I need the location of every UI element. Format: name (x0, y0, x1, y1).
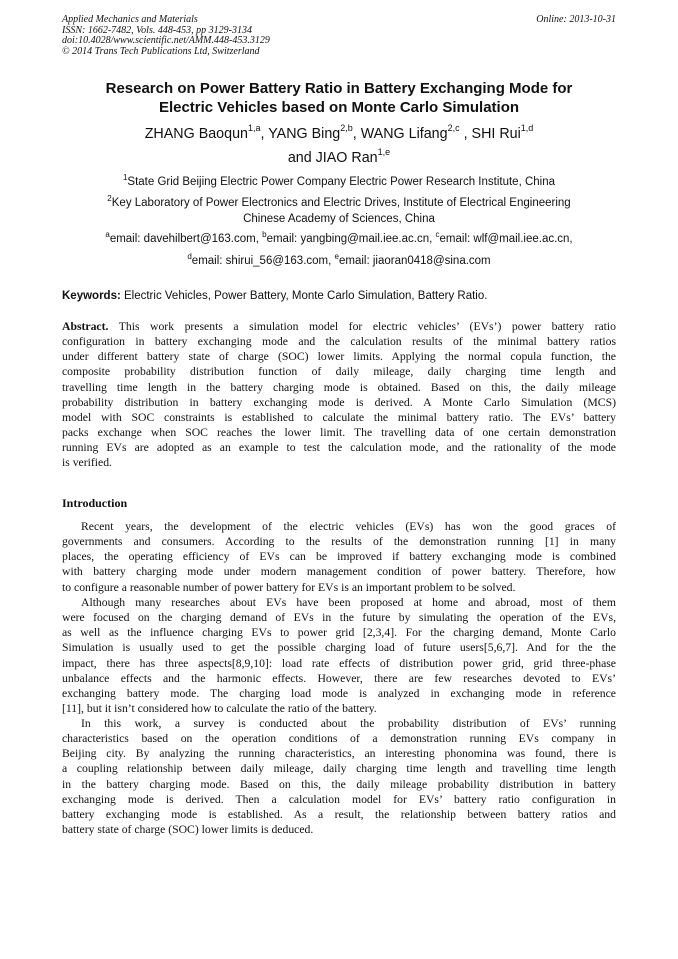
text-line: a coupling relationship between daily mileage, daily charging time length and travelling time length (62, 762, 616, 776)
text-line: in the battery charging mode. Based on this, the daily mileage probability distribution in battery (62, 777, 616, 791)
intro-paragraph-2 (62, 595, 616, 716)
text-line: with battery charging mode under modern management condition of power battery. Therefore, how (62, 565, 616, 579)
author-name: ZHANG Baoqun (144, 126, 248, 142)
affiliation-2 (62, 195, 616, 227)
text-line: impact, there has three aspects[8,9,10]: load rate effects of distribution power grid, grid three-phase (62, 656, 616, 670)
email-sup: d (187, 252, 192, 262)
text-line: In this work, a survey is conducted about the probability distribution of EVs’ running (81, 717, 616, 730)
journal-header (62, 15, 616, 57)
copyright-line: © 2014 Trans Tech Publications Ltd, Switzerland (62, 45, 260, 57)
email-b: email: yangbing@mail.iee.ac.cn, (266, 233, 436, 245)
abstract-line: This work presents a simulation model for electric vehicles’ (EVs’) power battery ratio (108, 320, 616, 333)
affiliation-text: State Grid Beijing Electric Power Company Electric Power Research Institute, China (127, 176, 556, 188)
intro-paragraph-1 (62, 519, 616, 595)
abstract-line: under different battery state of charge (SOC) lower limits. Applying the normal copula function, the (62, 350, 616, 364)
text-line: battery state of charge (SOC) lower limits is deduced. (62, 823, 314, 837)
author-row-1 (62, 122, 616, 146)
author-name: WANG Lifang (360, 126, 448, 142)
abstract-line: configuration in battery exchanging mode and the calculation results of the minimal battery ratios (62, 335, 616, 349)
author-name: and JIAO Ran (287, 150, 378, 166)
email-e: email: jiaoran0418@sina.com (338, 255, 491, 267)
author-sup: 2,b (340, 123, 353, 134)
author-name: YANG Bing (268, 126, 341, 142)
text-line: Beijing city. By analyzing the running characteristics, an interesting phonomina was found, there is (62, 747, 616, 761)
text-line: characteristics based on the operation conditions of a demonstration running EVs company in (62, 732, 616, 746)
email-sup: e (334, 252, 339, 262)
abstract (62, 319, 616, 471)
abstract-line: is verified. (62, 456, 112, 470)
affiliation-text-line-2: Chinese Academy of Sciences, China (243, 213, 435, 225)
abstract-label: Abstract. (62, 320, 109, 333)
affiliation-text: Key Laboratory of Power Electronics and Electric Drives, Institute of Electrical Engineering (111, 197, 571, 209)
author-sup: 1,d (520, 123, 534, 134)
affiliation-sup: 2 (107, 194, 112, 204)
text-line: as well as the influence charging EVs to power grid [2,3,4]. For the charging demand, Monte Carlo (62, 626, 616, 640)
text-line: to configure a reasonable number of power battery for EVs is an important problem to be solved. (62, 580, 516, 594)
email-list (62, 231, 616, 269)
keywords-text: Electric Vehicles, Power Battery, Monte Carlo Simulation, Battery Ratio. (120, 290, 488, 302)
text-line: exchanging mode is derived. Then a calculation model for EVs’ battery ratio configuration in (62, 792, 616, 806)
text-line: unbalance effects and the harmonic effects. However, there are few researches devoted to EVs’ (62, 671, 616, 685)
author-separator: , (260, 126, 269, 142)
author-sup: 2,c (447, 123, 460, 134)
email-sup: b (262, 230, 267, 240)
doi-line: doi:10.4028/www.scientific.net/AMM.448-453.3129 (62, 35, 270, 47)
email-d: email: shirui_56@163.com, (191, 255, 335, 267)
abstract-line: probability distribution in battery exchanging mode is derived. A Monte Carlo Simulation (MCS) (62, 395, 616, 409)
issn-line: ISSN: 1662-7482, Vols. 448-453, pp 3129-3134 (62, 24, 252, 36)
abstract-line: packs exchange when SOC reaches the lower limit. The travelling data of one certain demonstration (62, 426, 616, 440)
abstract-line: running EVs are adopted as an example to test the calculation mode, and the rationality of the mode (62, 441, 616, 455)
text-line: battery exchanging mode is established. As a result, the relationship between battery ratios and (62, 807, 616, 821)
text-line: governments and consumers. According to the results of the demonstration running [1] in many (62, 535, 616, 549)
text-line: were focused on the charging demand of EVs in the future by simulating the operation of the EVs, (62, 611, 616, 625)
email-sup: c (435, 230, 440, 240)
journal-name: Applied Mechanics and Materials (62, 14, 198, 25)
title-line-1: Research on Power Battery Ratio in Battery Exchanging Mode for (105, 80, 573, 97)
email-c: email: wlf@mail.iee.ac.cn, (439, 233, 573, 245)
abstract-line: composite probability distribution function of daily mileage, daily charging time length and (62, 365, 616, 379)
section-heading-introduction: Introduction (62, 496, 128, 510)
paper-title (62, 79, 616, 117)
intro-paragraph-3 (62, 716, 616, 837)
affiliation-1 (62, 174, 616, 190)
author-list (62, 122, 616, 170)
keywords (62, 288, 616, 304)
text-line: Simulation is usually used to get the possible charging load of future users[5,6,7]. And for the the (62, 641, 616, 655)
text-line: Although many researches about EVs have been proposed at home and abroad, most of them (81, 596, 616, 609)
email-a: email: davehilbert@163.com, (109, 233, 263, 245)
keywords-label: Keywords: (62, 290, 121, 302)
email-sup: a (105, 230, 110, 240)
title-line-2: Electric Vehicles based on Monte Carlo Simulation (158, 99, 520, 116)
author-sup: 1,a (248, 123, 261, 134)
author-separator: , (352, 126, 361, 142)
abstract-line: model with SOC constraints is established to calculate the minimal battery ratio. The EVs’ battery (62, 410, 616, 424)
affiliation-sup: 1 (122, 173, 128, 183)
text-line: exchanging battery mode. The charging load mode is analyzed in exchanging mode in reference (62, 686, 616, 700)
author-name: SHI Rui (471, 126, 521, 142)
text-line: [11], but it isn’t considered how to calculate the ratio of the battery. (62, 702, 377, 716)
abstract-line: travelling time length in the battery charging mode is obtained. Based on this, the daily mileage (62, 380, 616, 394)
text-line: places, the operating efficiency of EVs can be improved if battery exchanging mode is combined (62, 550, 616, 564)
author-sup: 1,e (377, 147, 391, 158)
author-row-2 (62, 146, 616, 170)
online-date: Online: 2013-10-31 (536, 14, 616, 25)
author-separator: , (459, 126, 472, 142)
text-line: Recent years, the development of the electric vehicles (EVs) has won the good graces of (81, 520, 616, 533)
